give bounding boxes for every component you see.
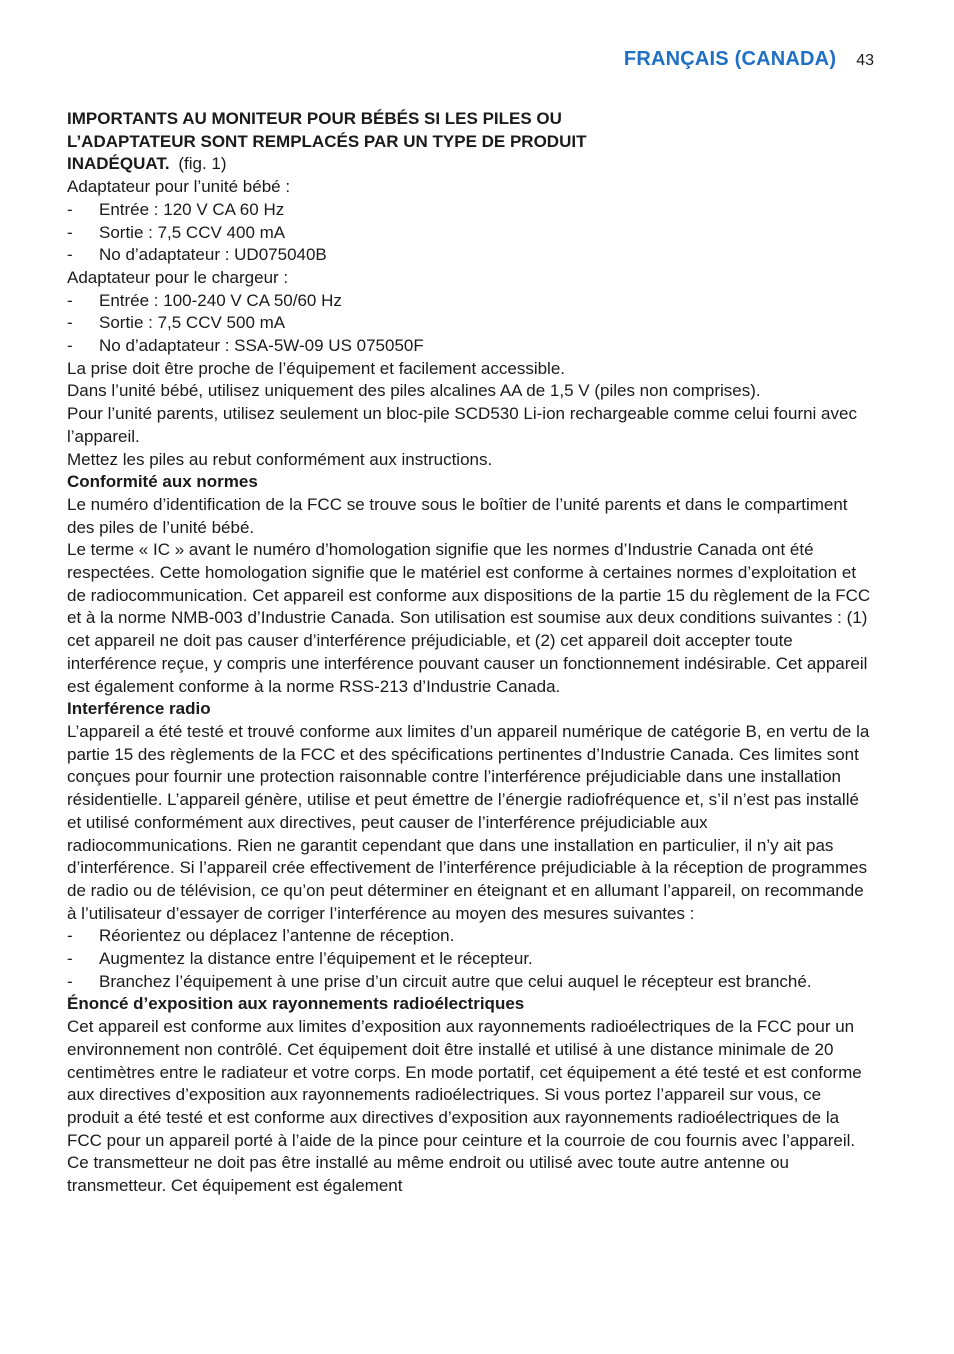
conformity-title: Conformité aux normes [67, 472, 258, 492]
exposure-paragraph: Cet appareil est conforme aux limites d’exposition aux rayonnements radioélectriques de la FCC pour un environnement non contrôlé. Cet équipement doit être installé et utilisé à une distance minimale de 20 centimètres entre le radiateur et votre corps. En mode portatif, cet équipement a été testé et est conforme aux directives d’exposition aux rayonnements radioélectriques. Si vous portez l’appareil sur vous, ce produit a été testé et est conforme aux directives d’exposition aux rayonnements radioélectriques de la FCC pour un appareil porté à l’aide de la pince pour ceinture et la courroie de cou fournis avec l’appareil. Ce transmetteur ne doit pas être installé au même endroit ou utilisé avec toute autre antenne ou transmetteur. Cet équipement est également [67, 1017, 862, 1196]
list-item: - Augmentez la distance entre l’équipement et le récepteur. [67, 949, 533, 969]
list-item: - Entrée : 100-240 V CA 50/60 Hz [67, 290, 342, 310]
exposure-title: Énoncé d’exposition aux rayonnements radioélectriques [67, 994, 525, 1014]
conformity-paragraph: Le terme « IC » avant le numéro d’homologation signifie que les normes d’Industrie Canada ont été respectées. Cette homologation signifie que le matériel est conforme à certaines normes d’exploitation et de radiocommunication. Cet appareil est conforme aux dispositions de la partie 15 du règlement de la FCC et à la norme NMB-003 d’Industrie Canada. Son utilisation est soumise aux deux conditions suivantes : (1) cet appareil ne doit pas causer d’interférence préjudiciable, et (2) cet appareil doit accepter toute interférence reçue, y compris une interférence pouvant causer un fonctionnement indésirable. Cet appareil est également conforme à la norme RSS-213 d’Industrie Canada. [67, 540, 871, 696]
warning-line-3: INADÉQUAT. [67, 154, 170, 174]
list-item: - No d’adaptateur : UD075040B [67, 245, 327, 265]
adapter-charger-title: Adaptateur pour le chargeur : [67, 267, 289, 287]
warning-heading [67, 108, 877, 176]
list-item: - Réorientez ou déplacez l’antenne de réception. [67, 926, 455, 946]
note-paragraph: Pour l’unité parents, utilisez seulement un bloc-pile SCD530 Li-ion rechargeable comme celui fourni avec l’appareil. [67, 404, 857, 446]
page-number: 43 [856, 52, 874, 69]
figure-reference: (fig. 1) [178, 154, 227, 174]
page-header [624, 48, 874, 71]
warning-line-2: L’ADAPTATEUR SONT REMPLACÉS PAR UN TYPE DE PRODUIT [67, 131, 587, 151]
list-item: - Sortie : 7,5 CCV 400 mA [67, 222, 286, 242]
interference-paragraph: L’appareil a été testé et trouvé conforme aux limites d’un appareil numérique de catégorie B, en vertu de la partie 15 des règlements de la FCC et des spécifications pertinentes d’Industrie Canada. Ces limites sont conçues pour fournir une protection raisonnable contre l’interférence préjudiciable dans une installation résidentielle. L’appareil génère, utilise et peut émettre de l’énergie radiofréquence et, s’il n’est pas installé et utilisé conformément aux directives, peut causer de l’interférence préjudiciable aux radiocommunications. Rien ne garantit cependant que dans une installation en particulier, il n’y ait pas d’interférence. Si l’appareil crée effectivement de l’interférence préjudiciable à la réception de programmes de radio ou de télévision, ce qu’on peut déterminer en éteignant et en allumant l’appareil, on recommande à l’utilisateur d’essayer de corriger l’interférence au moyen des mesures suivantes : [67, 721, 870, 923]
list-item: - No d’adaptateur : SSA-5W-09 US 075050F [67, 336, 424, 356]
conformity-paragraph: Le numéro d’identification de la FCC se trouve sous le boîtier de l’unité parents et dans le compartiment des piles de l’unité bébé. [67, 494, 848, 537]
adapter-baby-title: Adaptateur pour l’unité bébé : [67, 177, 291, 197]
note-paragraph: Dans l’unité bébé, utilisez uniquement des piles alcalines AA de 1,5 V (piles non comprises). [67, 381, 761, 401]
list-item: - Entrée : 120 V CA 60 Hz [67, 199, 285, 219]
page-content [67, 108, 877, 1198]
language-label: FRANÇAIS (CANADA) [623, 48, 837, 70]
note-paragraph: La prise doit être proche de l’équipement et facilement accessible. [67, 358, 566, 378]
interference-title: Interférence radio [67, 699, 211, 719]
warning-line-1: IMPORTANTS AU MONITEUR POUR BÉBÉS SI LES PILES OU [67, 109, 562, 128]
list-item: - Sortie : 7,5 CCV 500 mA [67, 313, 286, 333]
note-paragraph: Mettez les piles au rebut conformément aux instructions. [67, 449, 493, 469]
list-item: - Branchez l’équipement à une prise d’un circuit autre que celui auquel le récepteur est branché. [67, 971, 812, 991]
